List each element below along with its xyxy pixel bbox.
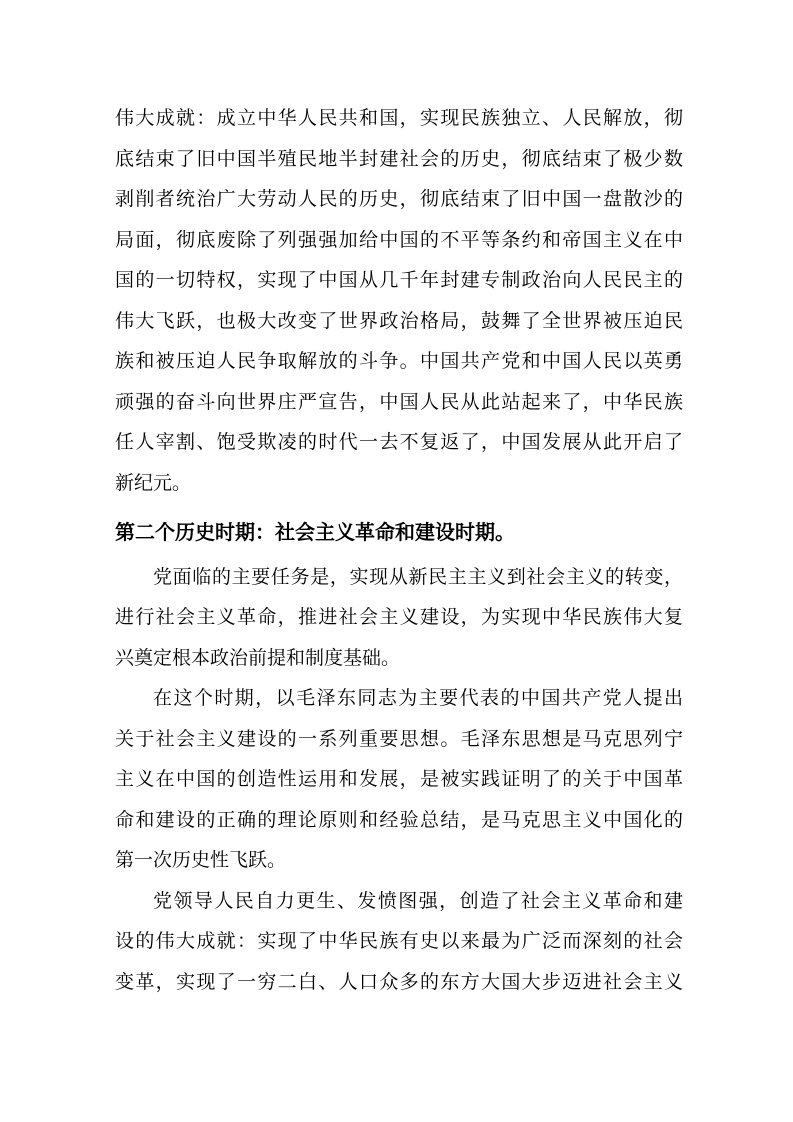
paragraph-1-line: 剥削者统治广大劳动人民的历史，彻底结束了旧中国一盘散沙的 — [115, 189, 683, 210]
paragraph-4-line: 党领导人民自力更生、发愤图强，创造了社会主义革命和建 — [153, 890, 683, 912]
paragraph-1-line: 新纪元。 — [115, 472, 192, 494]
paragraph-3-line: 命和建设的正确的理论原则和经验总结，是马克思主义中国化的 — [115, 809, 683, 831]
paragraph-4-line: 设的伟大成就：实现了中华民族有史以来最为广泛而深刻的社会 — [115, 931, 683, 952]
paragraph-3-line: 主义在中国的创造性运用和发展，是被实践证明了的关于中国革 — [115, 769, 683, 790]
paragraph-3 — [115, 679, 683, 882]
section-heading: 第二个历史时期：社会主义革命和建设时期。 — [115, 522, 515, 544]
paragraph-1 — [115, 99, 683, 504]
paragraph-4 — [115, 882, 683, 1004]
paragraph-2-line: 进行社会主义革命，推进社会主义建设，为实现中华民族伟大复 — [115, 607, 683, 628]
paragraph-1-line: 任人宰割、饱受欺凌的时代一去不复返了，中国发展从此开启了 — [115, 432, 683, 453]
text-content — [115, 99, 683, 1003]
paragraph-3-line: 在这个时期，以毛泽东同志为主要代表的中国共产党人提出 — [153, 688, 683, 709]
paragraph-1-line: 顽强的奋斗向世界庄严宣告，中国人民从此站起来了，中华民族 — [115, 391, 683, 413]
paragraph-3-line: 关于社会主义建设的一系列重要思想。毛泽东思想是马克思列宁 — [115, 728, 683, 750]
paragraph-1-line: 伟大飞跃，也极大改变了世界政治格局，鼓舞了全世界被压迫民 — [115, 310, 683, 332]
paragraph-2 — [115, 558, 683, 680]
paragraph-2-line: 党面临的主要任务是，实现从新民主主义到社会主义的转变， — [153, 566, 683, 588]
paragraph-4-line: 变革，实现了一穷二白、人口众多的东方大国大步迈进社会主义 — [115, 971, 683, 993]
paragraph-1-line: 族和被压迫人民争取解放的斗争。中国共产党和中国人民以英勇 — [115, 351, 683, 372]
paragraph-1-line: 底结束了旧中国半殖民地半封建社会的历史，彻底结束了极少数 — [115, 148, 683, 170]
paragraph-1-line: 局面，彻底废除了列强强加给中国的不平等条约和帝国主义在中 — [115, 229, 683, 251]
paragraph-1-line: 伟大成就：成立中华人民共和国，实现民族独立、人民解放，彻 — [115, 108, 683, 129]
paragraph-2-line: 兴奠定根本政治前提和制度基础。 — [115, 647, 401, 669]
paragraph-1-line: 国的一切特权，实现了中国从几千年封建专制政治向人民民主的 — [115, 270, 683, 291]
paragraph-3-line: 第一次历史性飞跃。 — [115, 850, 287, 871]
